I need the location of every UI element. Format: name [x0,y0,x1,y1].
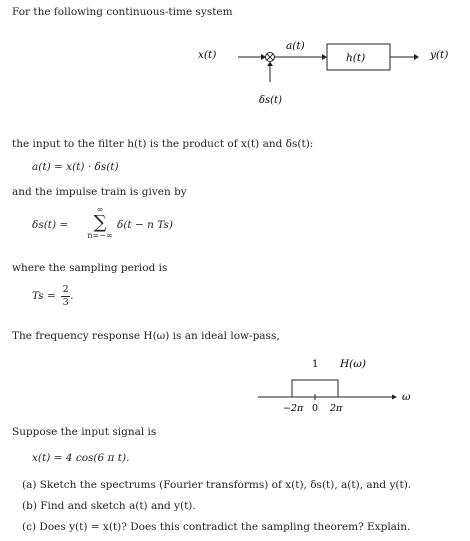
input-label: x(t) [198,49,217,61]
sum-upper-limit: ∞ [96,205,104,214]
tick-2pi: 2π [330,403,343,414]
intro-text: For the following continuous-time system [12,6,233,18]
suppose-text: Suppose the input signal is [12,426,157,438]
equation-a: a(t) = x(t) · δs(t) [32,161,119,173]
question-a: (a) Sketch the spectrums (Fourier transforms) of x(t), δs(t), a(t), and y(t). [22,479,412,491]
impulse-train-text: and the impulse train is given by [12,186,187,198]
delta-lhs: δs(t) = [32,219,69,231]
output-label: y(t) [430,49,449,61]
ts-equation: Ts = $\frac{2}{3}$ . [32,284,74,308]
question-b: (b) Find and sketch a(t) and y(t). [22,500,196,512]
tick-minus-2pi: −2π [283,403,304,414]
sigma-symbol: ∑ [93,212,107,233]
block-diagram [0,0,470,115]
sampling-period-text: where the sampling period is [12,262,168,274]
ts-fraction [61,285,70,307]
question-c: (c) Does y(t) = x(t)? Does this contradict the sampling theorem? Explain. [22,521,411,533]
frequency-response-text: The frequency response H(ω) is an ideal low-pass, [12,330,280,342]
product-label: a(t) [286,40,305,52]
hw-title: H(ω) [340,358,366,370]
height-label: 1 [312,359,319,370]
input-signal-eq: x(t) = 4 cos(6 π t). [32,452,130,464]
ts-numerator: 2 [62,284,69,295]
ts-denominator: 3 [62,296,69,308]
tick-zero: 0 [312,403,319,414]
omega-label: ω [402,391,411,403]
ts-lhs: Ts = [32,290,56,302]
frequency-response-plot [0,340,470,420]
sum-lower-limit: n=−∞ [87,231,113,240]
delta-term: δ(t − n Ts) [117,219,173,231]
output-arrow-head [414,54,419,60]
filter-input-text: the input to the filter h(t) is the product of x(t) and δs(t): [12,138,314,150]
impulse-label: δs(t) [259,95,282,106]
summation [85,206,115,240]
filter-label: h(t) [346,52,366,64]
impulse-arrow-head [267,62,273,67]
